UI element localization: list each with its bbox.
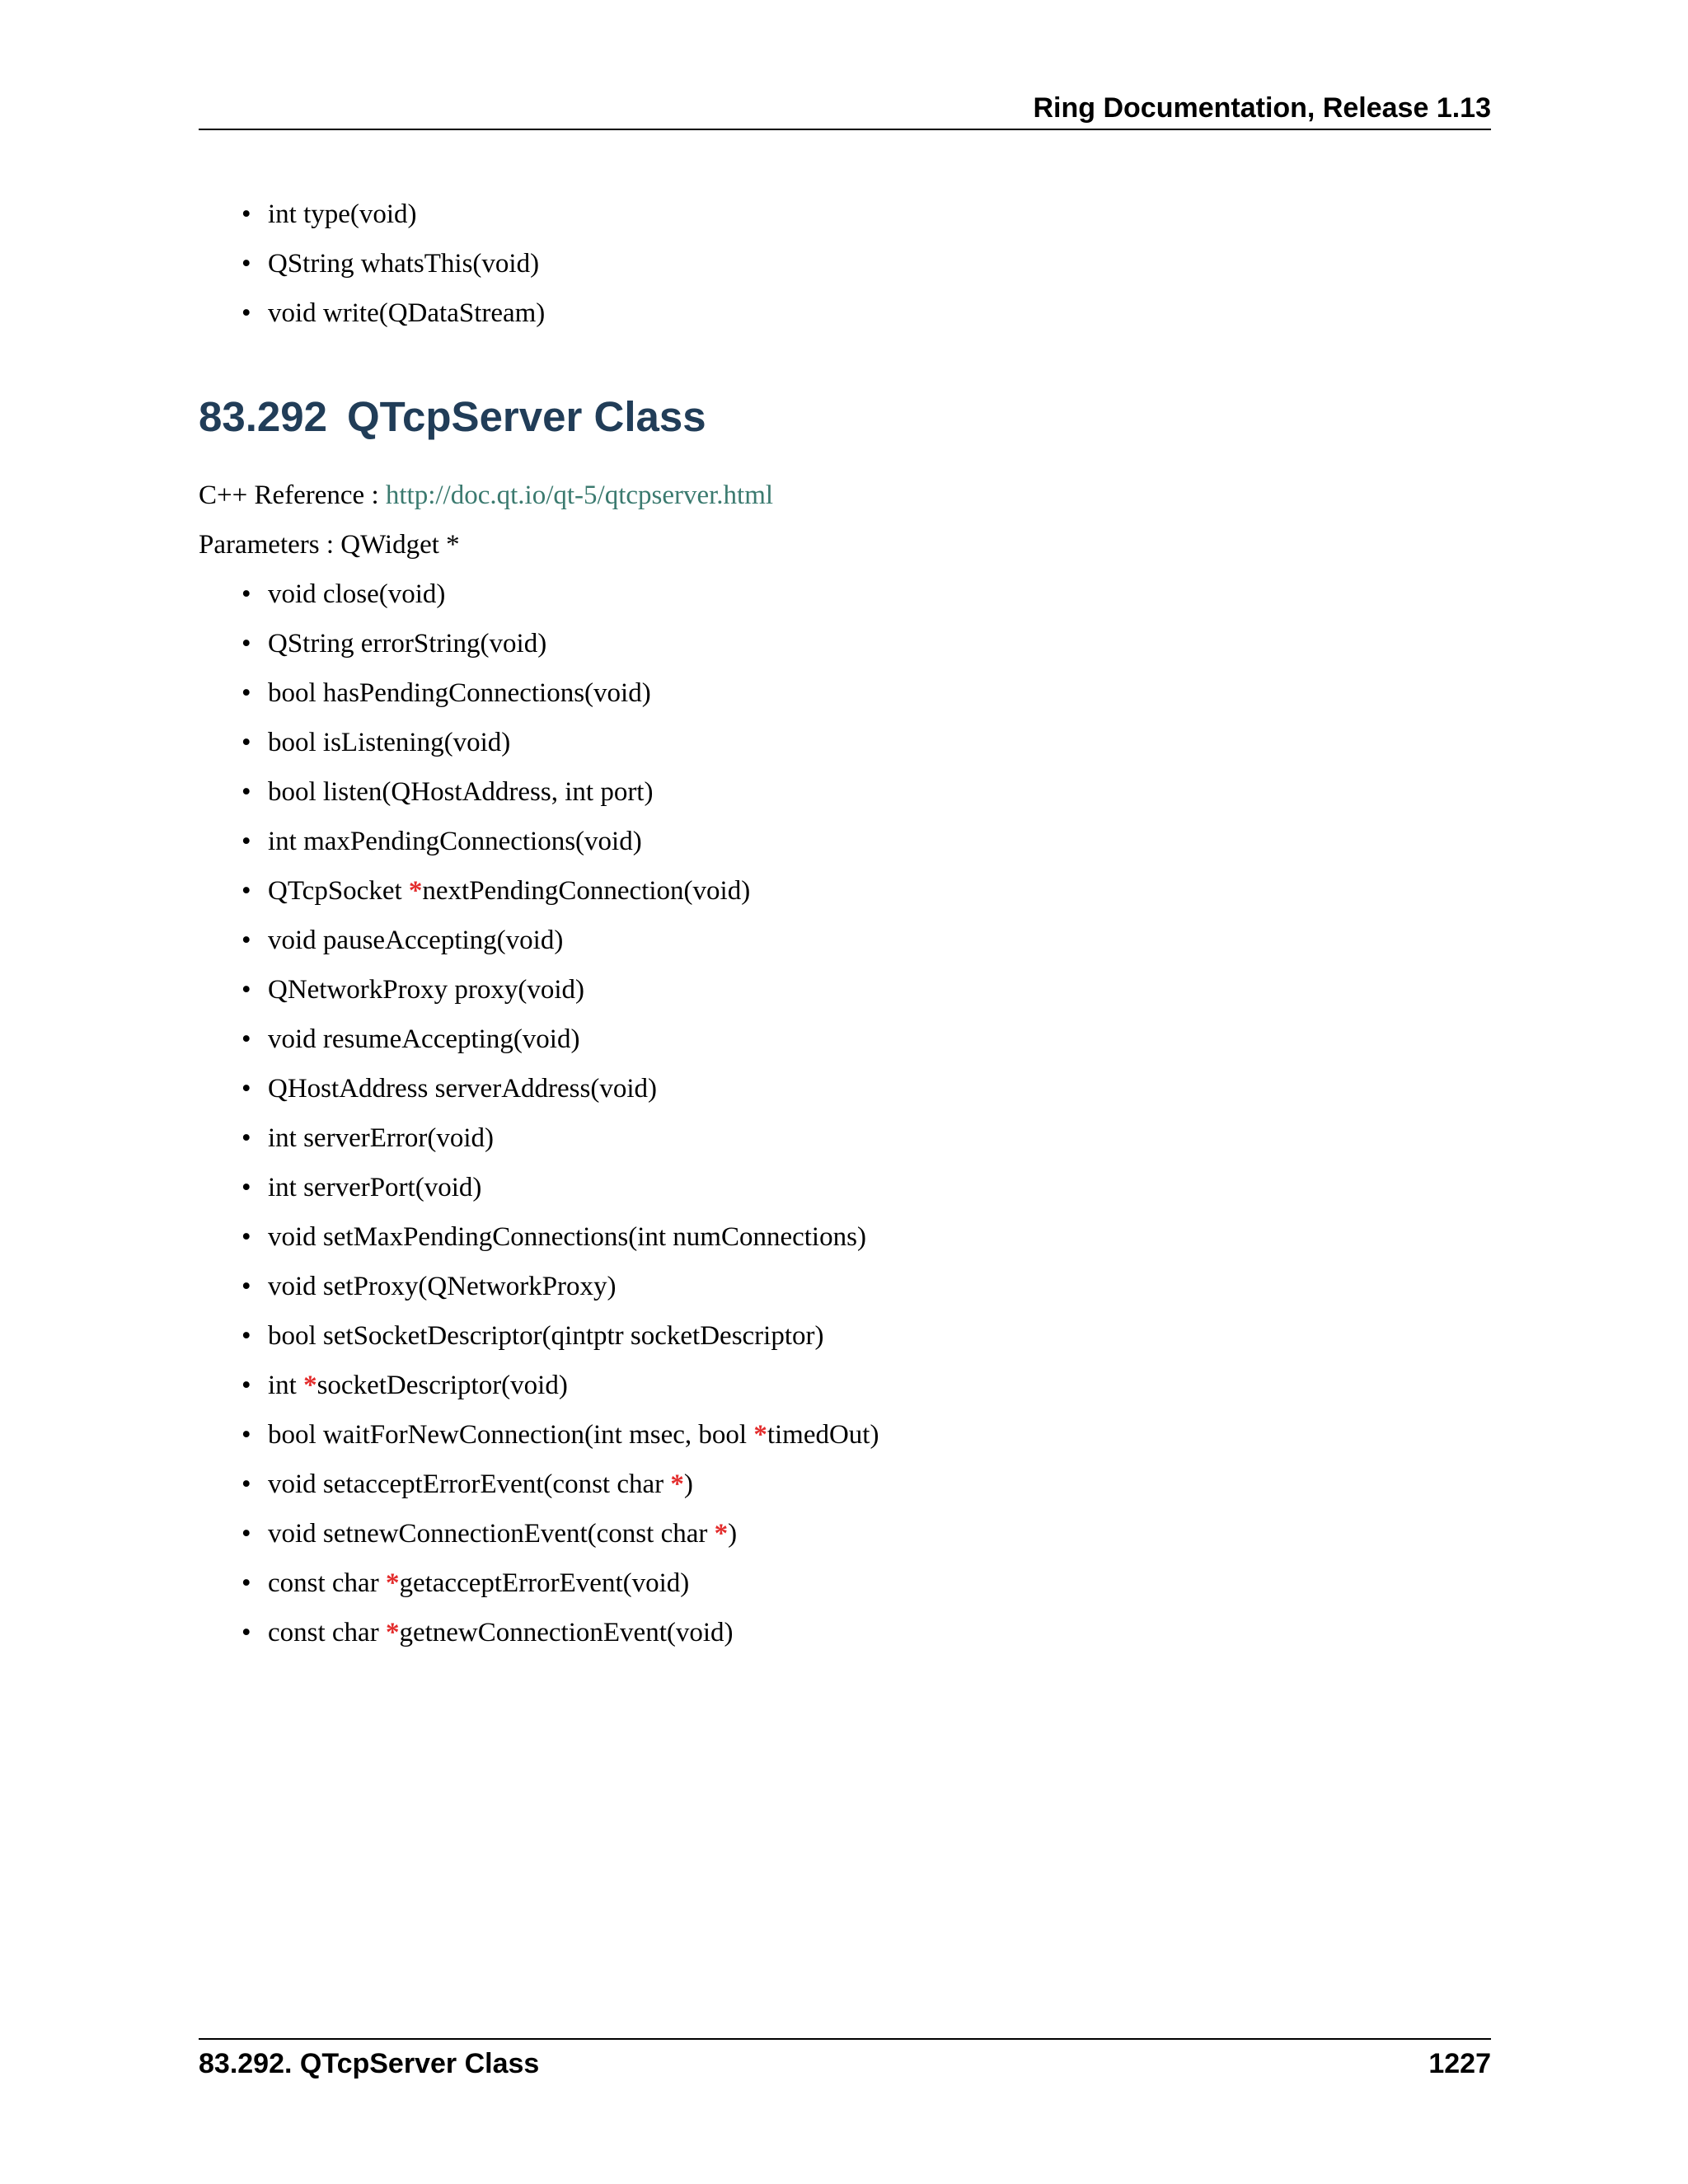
section-heading	[199, 392, 706, 442]
page-header	[199, 89, 1491, 130]
parameters-line: Parameters : QWidget *	[199, 530, 460, 560]
list-item: • QString whatsThis(void)	[199, 239, 1491, 288]
reference-link[interactable]: http://doc.qt.io/qt-5/qtcpserver.html	[385, 480, 774, 510]
list-item: • void pauseAccepting(void)	[199, 916, 1491, 965]
list-item: • int serverPort(void)	[199, 1163, 1491, 1212]
document-title: Ring Documentation, Release 1.13	[1033, 92, 1491, 124]
list-item: • int type(void)	[199, 190, 1491, 239]
list-item: • QHostAddress serverAddress(void)	[199, 1064, 1491, 1113]
list-item: • QString errorString(void)	[199, 619, 1491, 668]
section-number: 83.292	[199, 393, 327, 440]
list-item: • bool hasPendingConnections(void)	[199, 668, 1491, 718]
list-item: • int serverError(void)	[199, 1113, 1491, 1163]
list-item: • void resumeAccepting(void)	[199, 1015, 1491, 1064]
list-item: • bool setSocketDescriptor(qintptr socketDescriptor)	[199, 1311, 1491, 1361]
cpp-reference	[199, 471, 773, 520]
list-item: • int *socketDescriptor(void)	[199, 1361, 1491, 1410]
list-item: • const char *getacceptErrorEvent(void)	[199, 1558, 1491, 1608]
list-item: • int maxPendingConnections(void)	[199, 817, 1491, 866]
list-item: • void setProxy(QNetworkProxy)	[199, 1262, 1491, 1311]
page-footer	[199, 2038, 1491, 2091]
list-item: • void setnewConnectionEvent(const char *)	[199, 1509, 1491, 1558]
method-list	[199, 569, 1491, 1657]
section-title: QTcpServer Class	[347, 393, 706, 440]
list-item: • QTcpSocket *nextPendingConnection(void)	[199, 866, 1491, 916]
list-item: • bool waitForNewConnection(int msec, bool *timedOut)	[199, 1410, 1491, 1460]
list-item: • bool isListening(void)	[199, 718, 1491, 767]
list-item: • bool listen(QHostAddress, int port)	[199, 767, 1491, 817]
list-item: • void close(void)	[199, 569, 1491, 619]
list-item: • const char *getnewConnectionEvent(void)	[199, 1608, 1491, 1657]
reference-label: C++ Reference :	[199, 480, 386, 510]
list-item: • void setMaxPendingConnections(int numConnections)	[199, 1212, 1491, 1262]
list-item: • void write(QDataStream)	[199, 288, 1491, 338]
method-list-continued	[199, 190, 1491, 338]
list-item: • void setacceptErrorEvent(const char *)	[199, 1460, 1491, 1509]
page-number: 1227	[1428, 2048, 1491, 2079]
list-item: • QNetworkProxy proxy(void)	[199, 965, 1491, 1015]
footer-section: 83.292. QTcpServer Class	[199, 2048, 540, 2079]
